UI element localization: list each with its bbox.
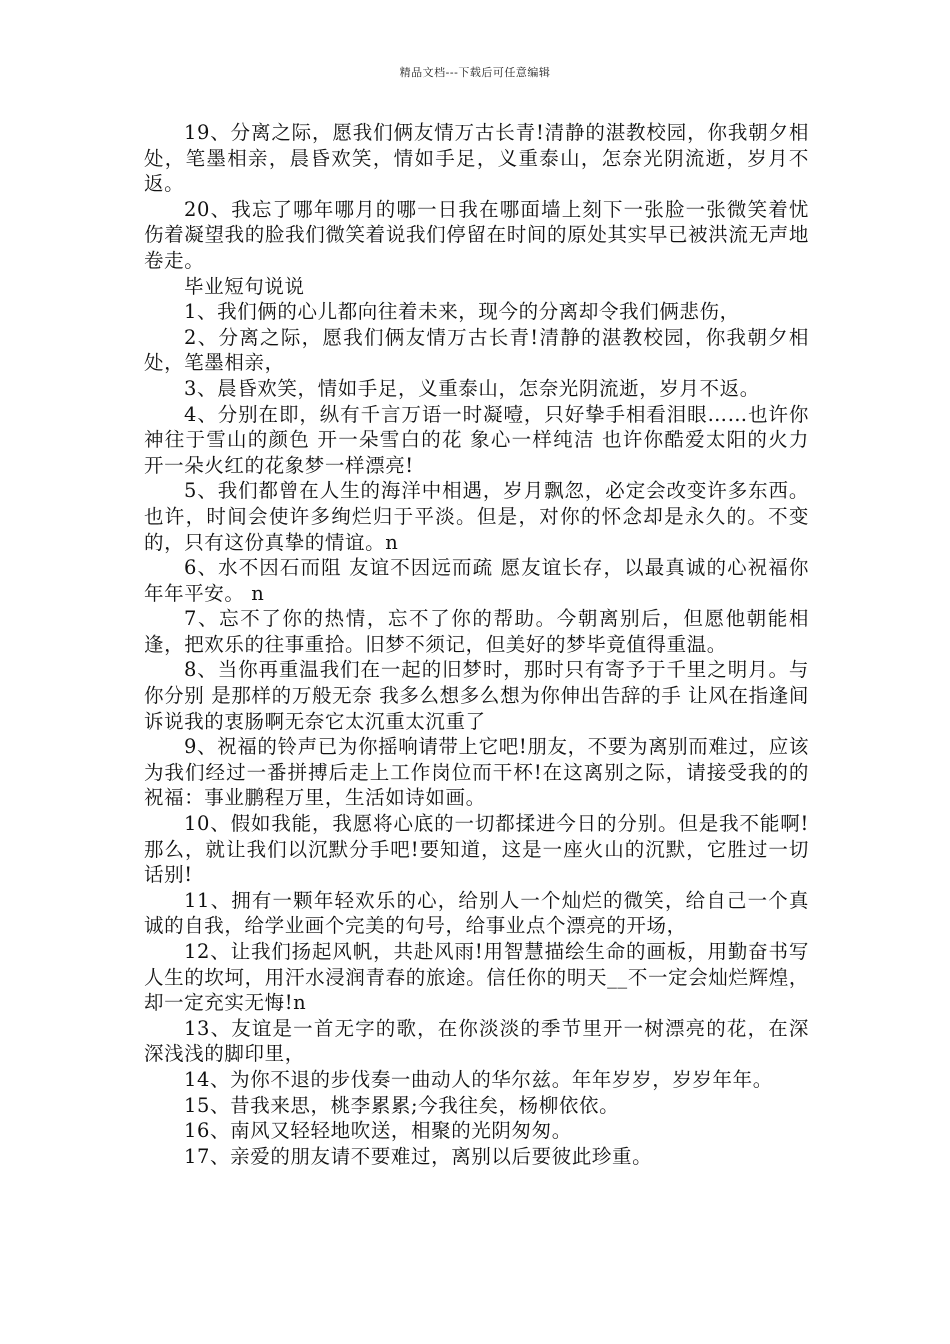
paragraph-8: 8、当你再重温我们在一起的旧梦时，那时只有寄予于千里之明月。与你分别 是那样的万般无奈 我多么想多么想为你伸出告辞的手 让风在指逢间诉说我的衷肠啊无奈它太沉重太沉重了 [144,658,809,733]
paragraph-12: 12、让我们扬起风帆，共赴风雨!用智慧描绘生命的画板，用勤奋书写人生的坎坷，用汗水浸润青春的旅途。信任你的明天__不一定会灿烂辉煌，却一定充实无悔!n [144,940,809,1015]
paragraph-1: 1、我们俩的心儿都向往着未来，现今的分离却令我们俩悲伤， [184,300,740,324]
paragraph-6: 6、水不因石而阻 友谊不因远而疏 愿友谊长存，以最真诚的心祝福你年年平安。 n [144,556,809,605]
paragraph-13: 13、友谊是一首无字的歌，在你淡淡的季节里开一树漂亮的花，在深深浅浅的脚印里， [144,1016,809,1066]
paragraph-4: 4、分别在即，纵有千言万语一时凝噎，只好挚手相看泪眼……也许你神往于雪山的颜色 开一朵雪白的花 象心一样纯洁 也许你酷爱太阳的火力 开一朵火红的花象梦一样漂亮! [144,402,809,477]
paragraph-2: 2、分离之际，愿我们俩友情万古长青!清静的湛教校园，你我朝夕相处，笔墨相亲， [144,325,809,375]
document-body [144,120,809,1169]
paragraph-16: 16、南风又轻轻地吹送，相聚的光阴匆匆。 [184,1119,572,1143]
section-heading: 毕业短句说说 [184,274,305,298]
paragraph-11: 11、拥有一颗年轻欢乐的心，给别人一个灿烂的微笑，给自己一个真诚的自我，给学业画个完美的句号，给事业点个漂亮的开场， [144,888,809,938]
paragraph-9: 9、祝福的铃声已为你摇响请带上它吧!朋友，不要为离别而难过，应该为我们经过一番拼搏后走上工作岗位而干杯!在这离别之际，请接受我的的祝福：事业鹏程万里，生活如诗如画。 [144,735,809,810]
paragraph-20: 20、我忘了哪年哪月的哪一日我在哪面墙上刻下一张脸一张微笑着忧伤着凝望我的脸我们微笑着说我们停留在时间的原处其实早已被洪流无声地卷走。 [144,197,809,272]
paragraph-10: 10、假如我能，我愿将心底的一切都揉进今日的分别。但是我不能啊!那么，就让我们以沉默分手吧!要知道，这是一座火山的沉默，它胜过一切话别! [144,812,809,887]
paragraph-5: 5、我们都曾在人生的海洋中相遇，岁月飘忽，必定会改变许多东西。也许，时间会使许多绚烂归于平淡。但是，对你的怀念却是永久的。不变的，只有这份真挚的情谊。n [144,479,809,554]
paragraph-3: 3、晨昏欢笑，情如手足，义重泰山，怎奈光阴流逝，岁月不返。 [184,376,760,400]
paragraph-7: 7、忘不了你的热情，忘不了你的帮助。今朝离别后，但愿他朝能相逢，把欢乐的往事重拾。旧梦不须记，但美好的梦毕竟值得重温。 [144,607,809,656]
paragraph-17: 17、亲爱的朋友请不要难过，离别以后要彼此珍重。 [184,1144,653,1168]
paragraph-19: 19、分离之际，愿我们俩友情万古长青!清静的湛教校园，你我朝夕相处，笔墨相亲，晨昏欢笑，情如手足，义重泰山，怎奈光阴流逝，岁月不返。 [144,121,809,196]
paragraph-14: 14、为你不退的步伐奏一曲动人的华尔兹。年年岁岁，岁岁年年。 [184,1067,773,1091]
paragraph-15: 15、昔我来思，桃李累累;今我往矣，杨柳依依。 [184,1093,620,1117]
page-header: 精品文档---下载后可任意编辑 [399,66,551,79]
